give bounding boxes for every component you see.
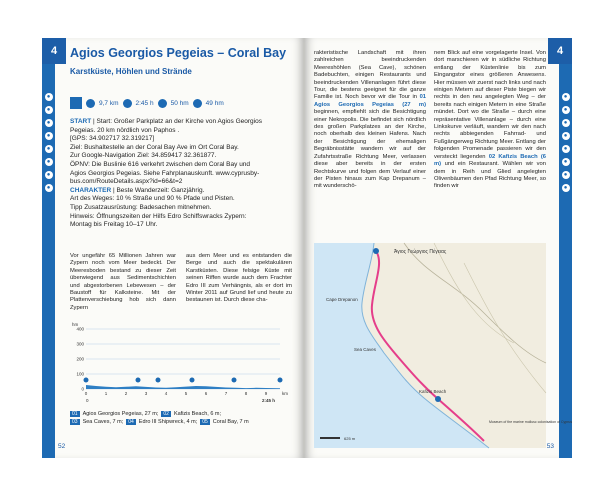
snowflake-icon: ●: [562, 184, 570, 192]
route-col-2: [434, 50, 546, 191]
info-line: [70, 221, 290, 230]
profile-x-tick: 7: [224, 391, 228, 396]
map-label-caves: Sea Caves: [354, 347, 377, 352]
intro-col-2: aus dem Meer und es entstanden die Berge und auch die spektakulären Karstküsten. Diese felsige Küste mit seinen Riffen wurde auch dem Frachter Edro III zum Verhängnis, als er dort im Winter 2011 auf Grund lief und heute zu bestaunen ist. Durch diese cha-: [186, 253, 292, 304]
info-text: Hinweis: Öffnungszeiten der Hilfs Edro Schiffswracks Zypern:: [70, 212, 247, 220]
info-text: Zur Google-Navigation Ziel: 34.859417 32.361877.: [70, 152, 217, 160]
dog-icon: ●: [562, 119, 570, 127]
route-text: Noch bevor wir die Tour in: [345, 94, 420, 101]
profile-x-tick: 2: [124, 391, 128, 396]
left-chapter-tab: [42, 38, 55, 458]
ascent-value: 50 hm: [170, 99, 189, 107]
waypoint-number: 05: [202, 419, 208, 425]
waypoint-name: Sea Caves, 7 m;: [82, 419, 124, 425]
map-label-cape: Cape Drepanon: [326, 297, 358, 302]
info-line: [70, 144, 290, 153]
waypoint-name: Kafizis Beach, 6 m;: [173, 411, 222, 417]
sun-icon: ●: [45, 171, 53, 179]
waypoint-01-marker: [373, 248, 379, 254]
info-text: ÖPNV: Die Buslinie 616 verkehrt zwischen dem Coral Bay und: [70, 160, 251, 168]
info-line: [70, 135, 290, 144]
swim-icon: ●: [562, 158, 570, 166]
snowflake-icon: ●: [45, 184, 53, 192]
profile-y-tick: 100: [76, 371, 84, 377]
profile-poi-marker: [278, 378, 283, 383]
info-line: [70, 161, 290, 170]
info-line: [70, 178, 290, 187]
waypoint-number: 01: [72, 411, 78, 417]
descent-value: 49 hm: [205, 99, 224, 107]
waypoint-label: 01 Agios Georgios Pegeias (27 m): [314, 94, 427, 108]
chapter-number: 4: [42, 38, 66, 64]
route-text: beginnen, empfiehlt sich die Besichtigung einer Nekropolis. Die befindet sich nördlich des großen Parkplatzes an der Kirche, noch oberhalb des kleinen Hafens. Nach der Besichtigung der ehemaligen Begräbnisstätte wandern wir auf der Zufahrtsstraße Richtung Meer, verlassen diese aber bereits in der ersten Rechtskurve und folgen dem Verlauf einer der Pisten hinaus zum Kap Drepanum – mit wunderschö-: [314, 109, 426, 190]
profile-x-tick: 5: [184, 391, 188, 396]
restaurant-icon: ●: [562, 145, 570, 153]
route-text: rakteristische Landschaft mit ihren zahlreichen beeindruckenden Meereshöhlen (Sea Cave), schönen Badebuchten, einigen Restaurants und beeindruckenden Villenanlagen führt diese Tour, die bestens geeignet für die ganze Familie ist.: [314, 50, 426, 101]
info-text: Tipp Zusatzausrüstung: Badesachen mitnehmen.: [70, 203, 212, 211]
info-line: [70, 195, 290, 204]
profile-x-tick: 8: [244, 391, 248, 396]
profile-poi-marker: [190, 378, 195, 383]
legend-row: [70, 418, 292, 426]
info-line: [70, 187, 290, 196]
left-page: [42, 38, 304, 458]
info-text: | Start: Großer Parkplatz an der Kirche von Agios Georgios: [91, 118, 262, 125]
waypoint-name: Coral Bay, 7 m: [212, 419, 249, 425]
tour-info: [70, 118, 290, 230]
scale-bar: [320, 437, 340, 439]
profile-y-label: hm: [72, 322, 79, 327]
profile-x-unit: km: [282, 391, 288, 396]
profile-x-tick: 4: [164, 391, 168, 396]
distance-icon: [86, 99, 95, 108]
info-text: Agios Georgios Pegeias. Siehe Fahrplanauskunft. www.cyprusby-: [70, 169, 260, 177]
info-text: | Beste Wanderzeit: Ganzjährig.: [111, 186, 205, 194]
map-label-museum: Museum of the marine mollusc colonisation of Cyprus: [489, 420, 573, 424]
page-subtitle: Karstküste, Höhlen und Strände: [70, 67, 192, 76]
info-text: bus.com/RouteDetails.aspx?id=66&t=2: [70, 178, 183, 186]
profile-poi-marker: [136, 378, 141, 383]
waypoint-number: 03: [72, 419, 78, 425]
info-line: [70, 152, 290, 161]
right-page: [304, 38, 572, 458]
legend-row: [70, 410, 292, 418]
info-text: [GPS: 34.902717 32.319217]: [70, 135, 155, 143]
bike-icon: ●: [45, 132, 53, 140]
bike-icon: ●: [562, 132, 570, 140]
intro-col-1: Vor ungefähr 65 Millionen Jahren war Zypern noch vom Meer bedeckt. Der Meeresboden bestand zu dieser Zeit überwiegend aus Sedimentschichten und abgestorbenen Lebewesen – der Baustoff für Kalksteine. Mit der Plattenverschiebung hob sich dann Zypern: [70, 253, 176, 311]
info-text: Montag bis Freitag 10–17 Uhr.: [70, 221, 158, 229]
waypoint-02-marker: [435, 396, 441, 402]
info-line: [70, 127, 290, 136]
waypoint-name: Agios Georgios Pegeias, 27 m;: [82, 411, 159, 417]
route-col-1: [314, 50, 426, 191]
profile-x-tick: 6: [204, 391, 208, 396]
info-line: [70, 204, 290, 213]
elevation-profile: [70, 319, 292, 407]
map-label-start: Άγιος Γεώργιος Πέγειας: [394, 249, 447, 255]
chapter-number-right: 4: [548, 38, 572, 64]
intro-columns: [70, 253, 292, 312]
profile-background: [70, 319, 292, 407]
waypoint-legend: [70, 410, 292, 426]
swim-icon: ●: [45, 158, 53, 166]
map-scale: 625 m: [344, 436, 356, 441]
page-number-right: 53: [546, 443, 554, 450]
bus-icon: ●: [562, 106, 570, 114]
book-spread: [42, 38, 572, 458]
family-icon: ●: [45, 93, 53, 101]
info-text: Pegeias. 20 km nördlich von Paphos .: [70, 126, 180, 134]
distance-value: 9,7 km: [99, 99, 119, 107]
profile-end-time: 2:45 h: [262, 398, 276, 403]
profile-x-tick: 0: [84, 391, 88, 396]
route-text: und ein Restaurant. Wählen wir von dem in Reih und Glied angelegten Olivenbäumen den Pfad Richtung Meer, so finden wir: [434, 161, 546, 190]
bus-icon: ●: [45, 106, 53, 114]
profile-poi-marker: [232, 378, 237, 383]
info-label: START: [70, 118, 92, 125]
profile-y-tick: 200: [76, 356, 84, 362]
profile-poi-marker: [84, 378, 89, 383]
info-text: Art des Weges: 10 % Straße und 90 % Pfade und Pisten.: [70, 195, 235, 203]
tour-stats: [70, 97, 224, 109]
map-label-beach: Kafizis Beach: [419, 389, 447, 394]
info-line: [70, 213, 290, 222]
info-line: [70, 118, 290, 127]
dog-icon: ●: [45, 119, 53, 127]
family-icon: ●: [562, 93, 570, 101]
profile-x-tick: 1: [104, 391, 108, 396]
info-text: Ziel: Bushaltestelle an der Coral Bay Ave im Ort Coral Bay.: [70, 143, 239, 151]
waypoint-name: Edro III Shipwreck, 4 m;: [138, 419, 198, 425]
info-line: [70, 170, 290, 179]
profile-y-tick: 0: [81, 386, 84, 392]
profile-x-tick: 3: [144, 391, 148, 396]
sun-icon: ●: [562, 171, 570, 179]
right-chapter-tab: [559, 38, 572, 458]
route-text: nem Blick auf eine vorgelagerte Insel. Von dort marschieren wir in südliche Richtung entlang der Küstenlinie bis zum Eingangstor eines größeren Anwesens. Hier müssen wir zuerst nach links und nach einigen Metern auf dieser Piste biegen wir rechts in den neu angelegten Weg – der bereits nach einigen Metern in eine Straße mündet. Dort wo die Straße – durch eine repräsentative Villenanlage – durch eine Linkskurve verläuft, wandern wir den nach rechts abbiegenden Fahrrad- und Fußgängerweg Richtung Meer. Entlang der folgenden Promenade passieren wir den versteckt liegenden: [434, 50, 546, 160]
page-title: Agios Georgios Pegeias – Coral Bay: [70, 46, 287, 60]
info-label: CHARAKTER: [70, 186, 112, 194]
waypoint-number: 02: [163, 411, 169, 417]
qr-code-icon: [70, 97, 82, 109]
page-number-left: 52: [58, 443, 66, 450]
waypoint-number: 04: [128, 419, 134, 425]
clock-icon: [123, 99, 132, 108]
profile-start-time: 0: [86, 398, 89, 403]
profile-poi-marker: [156, 378, 161, 383]
route-columns: [314, 50, 546, 191]
waypoint-label: 02 Kafizis Beach (6 m): [434, 153, 546, 168]
profile-x-tick: 9: [264, 391, 268, 396]
profile-y-tick: 300: [76, 341, 84, 347]
restaurant-icon: ●: [45, 145, 53, 153]
profile-y-tick: 400: [76, 326, 84, 332]
descent-icon: [193, 99, 202, 108]
ascent-icon: [158, 99, 167, 108]
time-value: 2:45 h: [135, 99, 154, 107]
